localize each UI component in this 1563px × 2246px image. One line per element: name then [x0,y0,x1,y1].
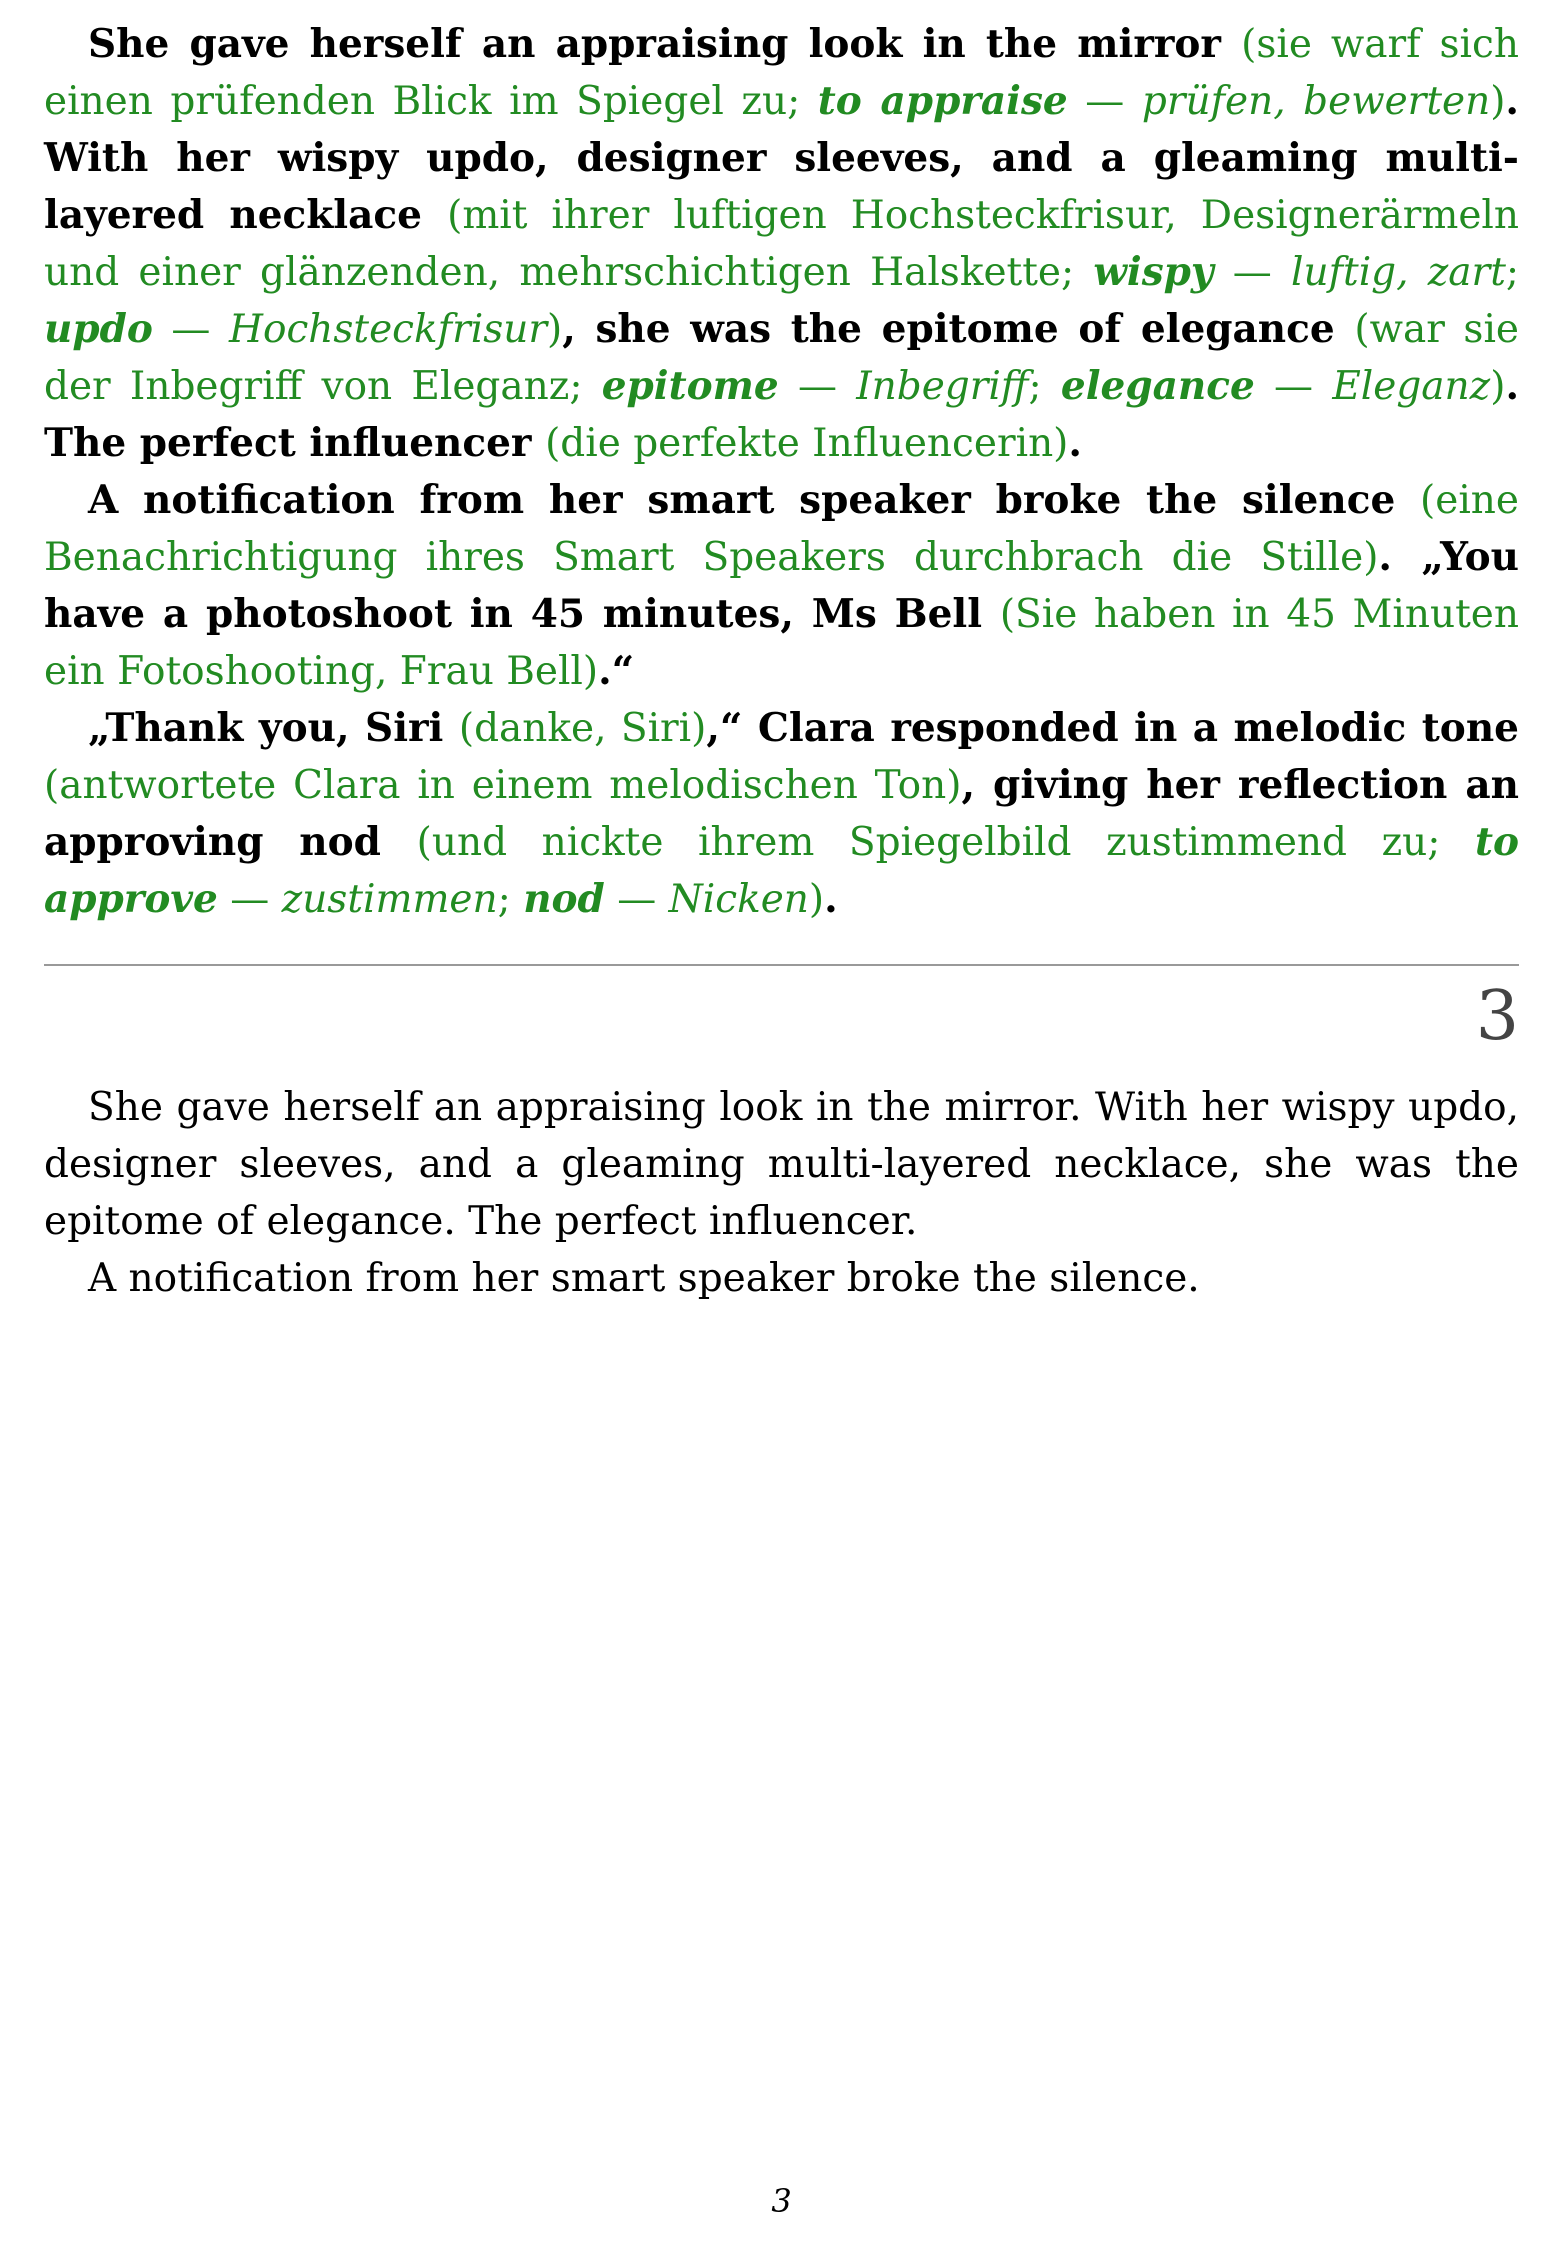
text-segment-deit: Nicken [668,877,809,922]
text-segment-en: .“ [598,648,635,694]
text-segment-de: — [217,877,282,922]
text-segment-de: — [1213,250,1292,295]
text-segment-de: (danke, Siri) [458,706,707,751]
text-segment-en: A notification from her smart speaker broke the silence [88,477,1421,523]
text-segment-en: . With her wispy updo, designer sleeves, and a gleaming multi-layered necklace [44,78,1519,238]
text-segment-de: — [604,877,669,922]
page-number: 3 [771,2182,792,2220]
text-segment-deit: prüfen, bewerten [1141,79,1491,124]
text-segment-de: ; [1505,250,1520,295]
text-segment-deit: Eleganz [1332,364,1491,409]
text-segment-en: . „You have a photoshoot in 45 minutes, Ms Bell [44,534,1519,637]
plain-paragraph: She gave herself an appraising look in the mirror. With her wispy updo, designer sleeves, and a gleaming multi-layered necklace, she was the epitome of elegance. The perfect influencer. [44,1085,1519,1244]
text-segment-de: (Sie haben in 45 Minuten ein Fotoshooting, Frau Bell) [44,592,1520,694]
text-segment-de: (war sie der Inbegriff von Eleganz; [44,307,1519,409]
text-segment-en: . [824,876,838,922]
text-segment-vocab: to appraise [817,78,1068,124]
text-segment-en: ,“ Clara responded in a melodic tone [706,705,1519,751]
section-divider [44,964,1519,966]
text-segment-de: — [1067,79,1142,124]
text-segment-deit: luftig, zart [1291,250,1506,295]
text-segment-en: „Thank you, Siri [88,705,459,751]
text-segment-de: ; [1028,364,1061,409]
chapter-heading-number: 3 [1475,977,1519,1056]
text-segment-deit: Hochsteckfrisur [228,307,547,352]
text-segment-de: ) [546,307,563,352]
text-segment-vocab: to approve [44,819,1519,922]
text-segment-de: (die perfekte Influencerin) [545,421,1069,466]
text-segment-de: (mit ihrer luftigen Hochsteckfrisur, Designerärmeln und einer glänzenden, mehrschichtigen Halskette; [44,193,1519,295]
text-segment-vocab: nod [523,876,605,922]
plain-paragraph: A notification from her smart speaker broke the silence. [88,1256,1200,1301]
text-segment-de: ) [808,877,825,922]
annotated-text-section [44,16,1519,928]
text-segment-deit: zustimmen [281,877,498,922]
text-segment-en: She gave herself an appraising look in the mirror [88,21,1242,67]
text-segment-en: . The perfect influencer [44,363,1520,466]
text-segment-de: ) [1490,79,1506,124]
text-segment-de: (eine Benachrichtigung ihres Smart Speakers durchbrach die Stille) [44,478,1519,580]
text-segment-de: ) [1490,364,1506,409]
text-segment-de: — [778,364,857,409]
text-segment-en: . [1068,420,1082,466]
text-segment-en: , giving her reflection an approving nod [44,762,1519,865]
annotated-paragraph [44,16,1519,472]
text-segment-deit: Inbegriff [856,364,1029,409]
text-segment-vocab: updo [44,306,153,352]
text-segment-vocab: elegance [1060,363,1255,409]
annotated-paragraph [44,700,1519,928]
text-segment-vocab: epitome [601,363,779,409]
text-segment-de: (sie warf sich einen prüfenden Blick im Spiegel zu; [44,22,1519,124]
text-segment-de: (antwortete Clara in einem melodischen Ton) [44,763,962,808]
text-segment-de: — [1254,364,1333,409]
text-segment-de: ; [497,877,524,922]
text-segment-en: , she was the epitome of elegance [562,306,1355,352]
text-segment-de: (und nickte ihrem Spiegelbild zustimmend zu; [416,820,1475,865]
text-segment-vocab: wispy [1093,249,1214,295]
plain-text-section [44,1079,1519,1307]
text-segment-de: — [152,307,229,352]
annotated-paragraph [44,472,1519,700]
